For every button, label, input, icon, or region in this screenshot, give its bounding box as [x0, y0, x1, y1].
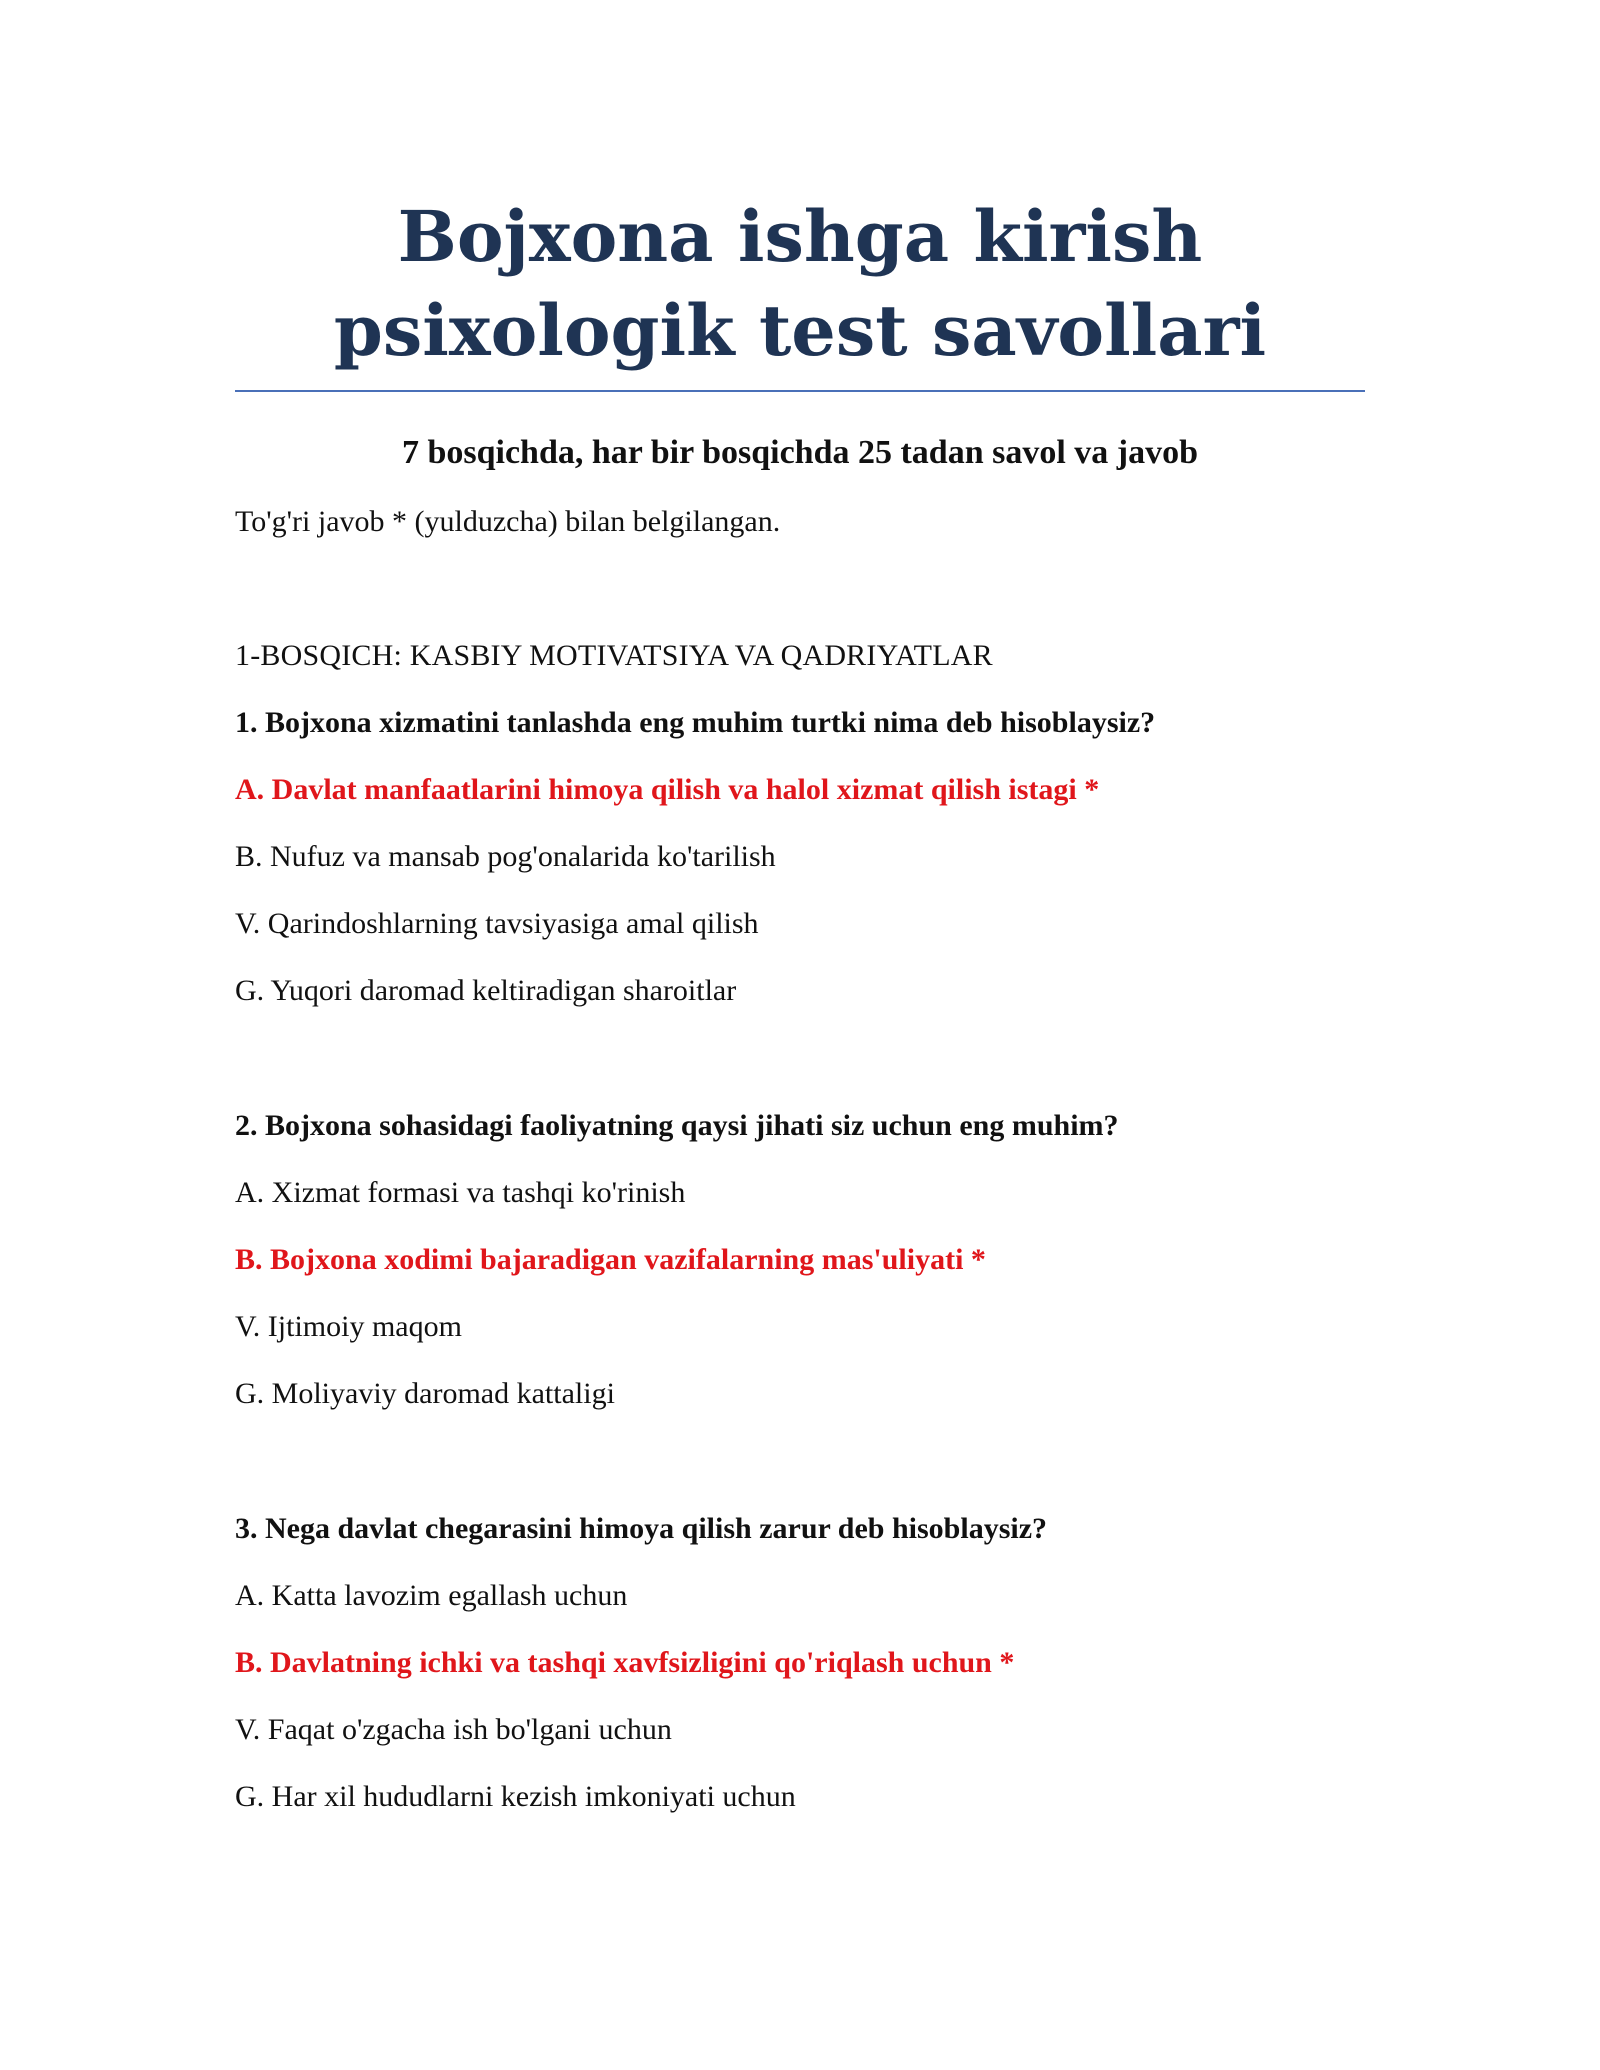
answer-option: G. Har xil hududlarni kezish imkoniyati uchun: [235, 1780, 796, 1813]
correct-answer-option: B. Davlatning ichki va tashqi xavfsizligini qo'riqlash uchun *: [235, 1646, 1015, 1679]
question-text: 1. Bojxona xizmatini tanlashda eng muhim turtki nima deb hisoblaysiz?: [235, 706, 1156, 739]
document-title: Bojxona ishga kirish psixologik test savollari: [235, 190, 1365, 392]
correct-answer-option: B. Bojxona xodimi bajaradigan vazifalarning mas'uliyati *: [235, 1243, 986, 1276]
answer-option: V. Faqat o'zgacha ish bo'lgani uchun: [235, 1713, 672, 1746]
question-text: 3. Nega davlat chegarasini himoya qilish zarur deb hisoblaysiz?: [235, 1512, 1048, 1545]
question-block-1: [235, 703, 1365, 1011]
document-content: [235, 190, 1365, 1817]
answer-option: G. Yuqori daromad keltiradigan sharoitlar: [235, 974, 737, 1007]
answer-option: A. Katta lavozim egallash uchun: [235, 1579, 628, 1612]
question-text: 2. Bojxona sohasidagi faoliyatning qaysi jihati siz uchun eng muhim?: [235, 1109, 1119, 1142]
question-block-2: [235, 1106, 1365, 1414]
answer-option: V. Qarindoshlarning tavsiyasiga amal qilish: [235, 907, 759, 940]
answer-option: A. Xizmat formasi va tashqi ko'rinish: [235, 1176, 686, 1209]
answer-key-note: To'g'ri javob * (yulduzcha) bilan belgilangan.: [235, 505, 781, 538]
stage-heading: 1-BOSQICH: KASBIY MOTIVATSIYA VA QADRIYATLAR: [235, 639, 993, 672]
question-block-3: [235, 1509, 1365, 1817]
correct-answer-option: A. Davlat manfaatlarini himoya qilish va halol xizmat qilish istagi *: [235, 773, 1100, 806]
answer-option: V. Ijtimoiy maqom: [235, 1310, 462, 1343]
answer-option: G. Moliyaviy daromad kattaligi: [235, 1377, 615, 1410]
document-subtitle: 7 bosqichda, har bir bosqichda 25 tadan savol va javob: [401, 434, 1199, 471]
answer-option: B. Nufuz va mansab pog'onalarida ko'tarilish: [235, 840, 776, 873]
